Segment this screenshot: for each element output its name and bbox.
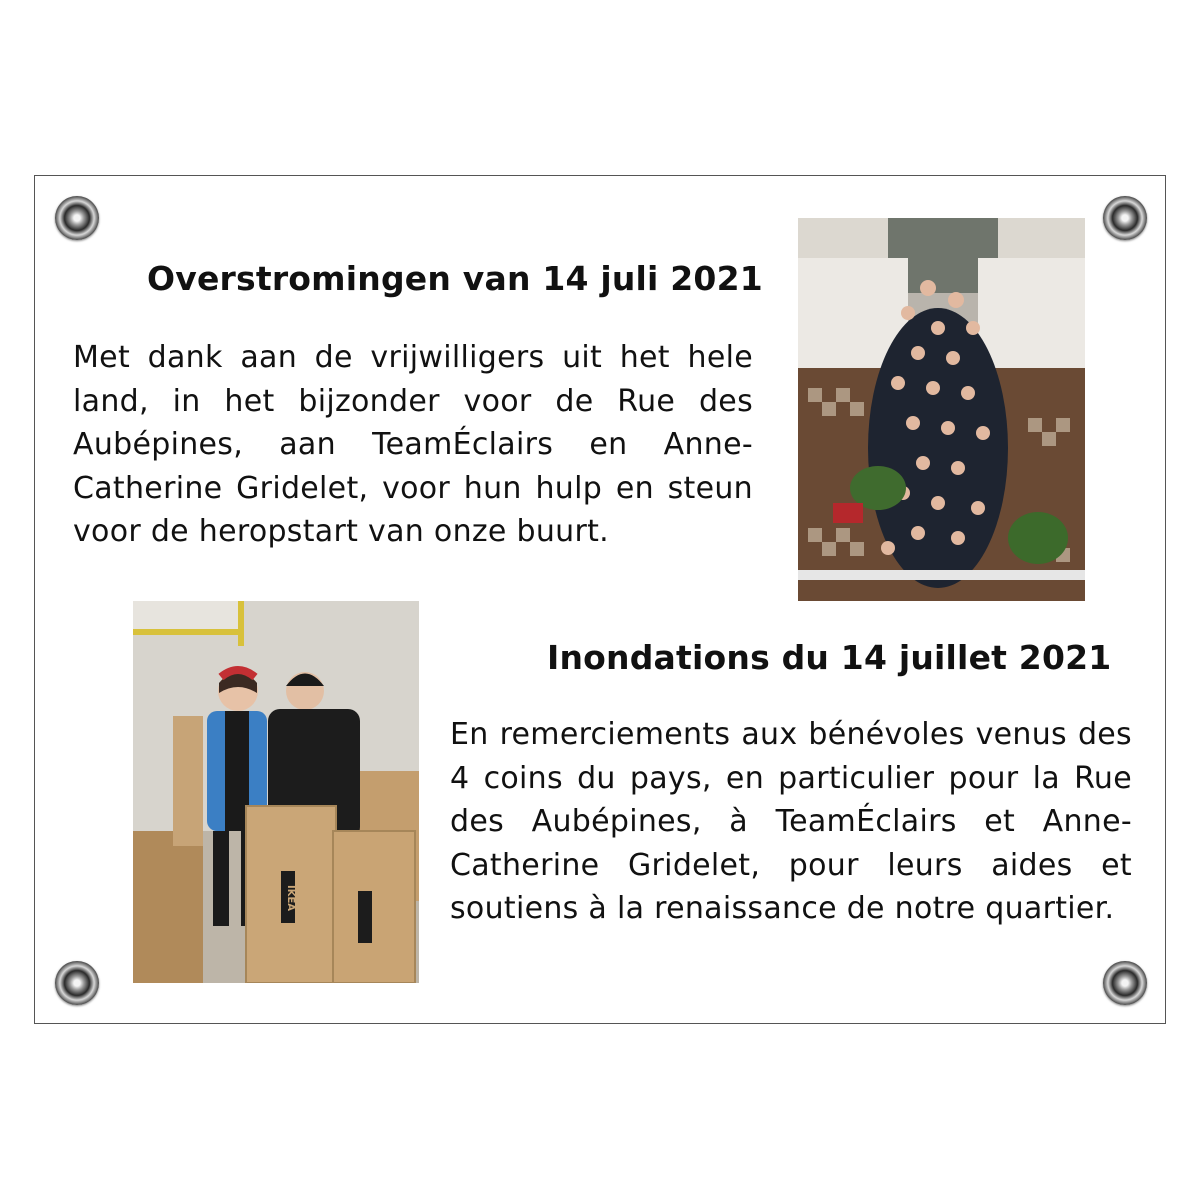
- french-paragraph: En remerciements aux bénévoles venus des 4 coins du pays, en particulier pour la Rue des Aubépines, à TeamÉclairs et Anne-Catherine Gridelet, pour leurs aides et soutiens à la renaissance de notre quartier.: [450, 717, 1132, 926]
- screw-top-left-icon: [55, 196, 99, 240]
- screw-bottom-left-icon: [55, 961, 99, 1005]
- duo-photo: [133, 601, 419, 983]
- box-ikea-label: IKEA: [285, 884, 296, 912]
- dutch-title: Overstromingen van 14 juli 2021: [147, 259, 763, 298]
- screw-bottom-right-icon: [1103, 961, 1147, 1005]
- plaque: [34, 175, 1166, 1024]
- volunteers-group-photo: [798, 218, 1085, 601]
- dutch-paragraph: Met dank aan de vrijwilligers uit het hele land, in het bijzonder voor de Rue des Aubépines, aan TeamÉclairs en Anne-Catherine Gridelet, voor hun hulp en steun voor de heropstart van onze buurt.: [73, 340, 753, 549]
- screw-top-right-icon: [1103, 196, 1147, 240]
- french-title: Inondations du 14 juillet 2021: [547, 638, 1112, 677]
